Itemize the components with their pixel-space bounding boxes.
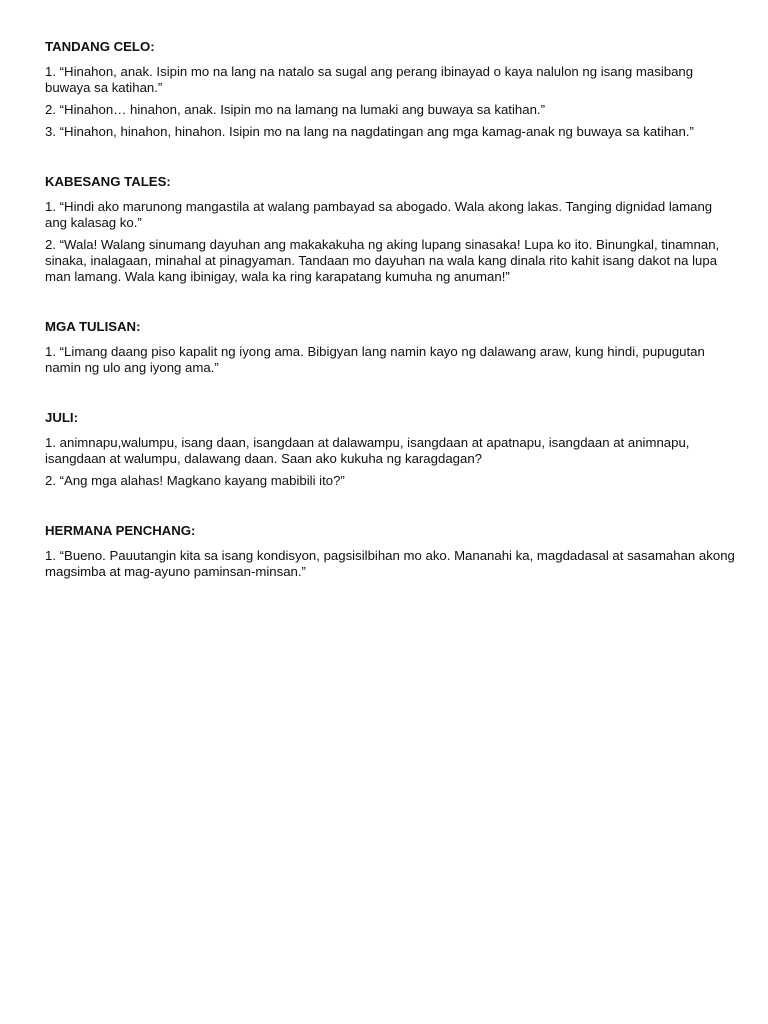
- quote-item: 2. “Hinahon… hinahon, anak. Isipin mo na lamang na lumaki ang buwaya sa katihan.”: [45, 102, 545, 117]
- quote-item: 1. “Hindi ako marunong mangastila at walang pambayad sa abogado. Wala akong lakas. Tanging dignidad lamang ang kalasag ko.”: [45, 199, 713, 230]
- quote-item: 3. “Hinahon, hinahon, hinahon. Isipin mo na lang na nagdatingan ang mga kamag-anak ng buwaya sa katihan.”: [45, 124, 694, 139]
- section-heading: JULI:: [45, 410, 78, 425]
- section-kabesang-tales: [45, 174, 735, 285]
- quote-item: 2. “Wala! Walang sinumang dayuhan ang makakakuha ng aking lupang sinasaka! Lupa ko ito. Binungkal, tinamnan, sinaka, inalagaan, minahal at pinagyaman. Tandaan mo dayuhan na wala kang dinala rito kahit isang dakot na lupa man lamang. Wala kang ibinigay, wala ka ring karapatang kumuha ng anuman!”: [45, 237, 720, 284]
- quote-item: 1. “Limang daang piso kapalit ng iyong ama. Bibigyan lang namin kayo ng dalawang araw, kung hindi, pupugutan namin ng ulo ang iyong ama.”: [45, 344, 705, 375]
- section-heading: MGA TULISAN:: [45, 319, 141, 334]
- section-heading: TANDANG CELO:: [45, 39, 155, 54]
- section-juli: [45, 410, 735, 489]
- section-tandang-celo: [45, 39, 735, 140]
- quote-item: 1. animnapu,walumpu, isang daan, isangdaan at dalawampu, isangdaan at apatnapu, isangdaan at animnapu, isangdaan at walumpu, dalawang daan. Saan ako kukuha ng karagdagan?: [45, 435, 690, 466]
- quote-item: 1. “Bueno. Pauutangin kita sa isang kondisyon, pagsisilbihan mo ako. Mananahi ka, magdadasal at sasamahan akong magsimba at mag-ayuno paminsan-minsan.”: [45, 548, 735, 579]
- section-heading: KABESANG TALES:: [45, 174, 171, 189]
- section-heading: HERMANA PENCHANG:: [45, 523, 196, 538]
- section-mga-tulisan: [45, 319, 735, 376]
- document-page: [45, 39, 735, 614]
- quote-item: 1. “Hinahon, anak. Isipin mo na lang na natalo sa sugal ang perang ibinayad o kaya nalulon ng isang masibang buwaya sa katihan.”: [45, 64, 694, 95]
- quote-item: 2. “Ang mga alahas! Magkano kayang mabibili ito?”: [45, 473, 345, 488]
- section-hermana-penchang: [45, 523, 735, 580]
